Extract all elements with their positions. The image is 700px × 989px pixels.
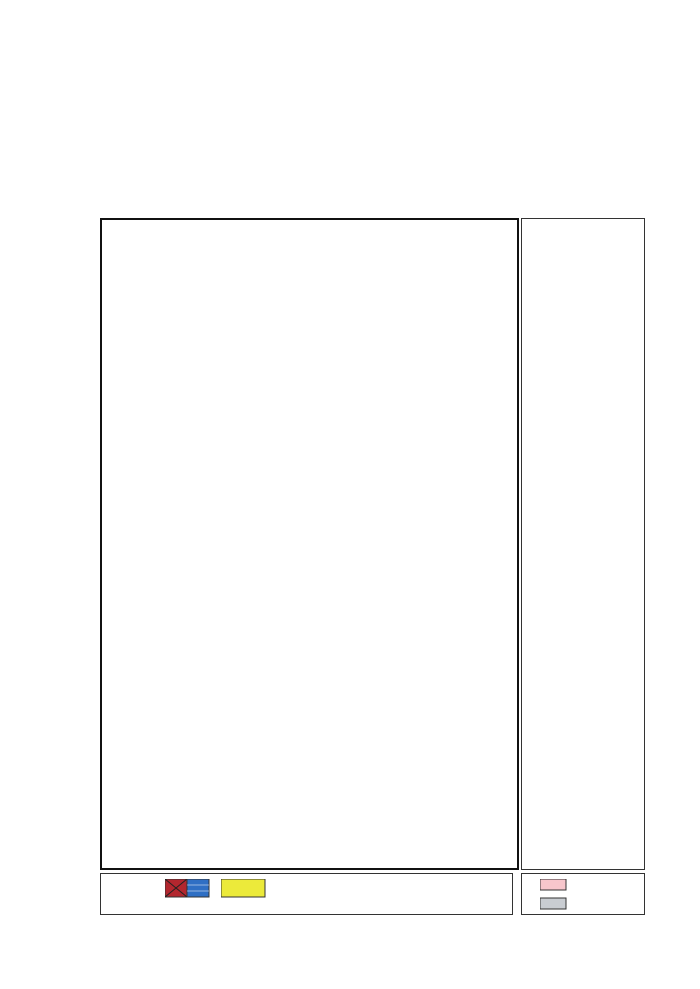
soil-legend [100, 873, 513, 915]
layer-swatches [540, 879, 568, 913]
sand-swatch [221, 879, 267, 899]
layer-legend [521, 873, 645, 915]
